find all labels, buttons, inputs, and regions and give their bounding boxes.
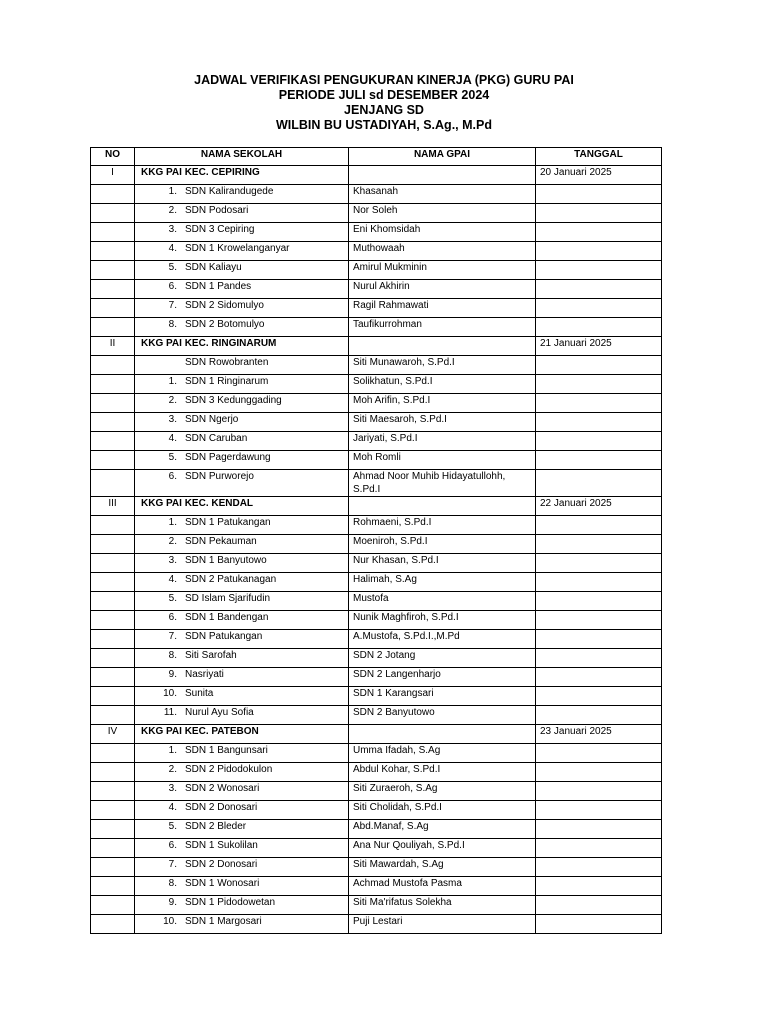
school-name: SDN 2 Patukanagan [185,574,277,585]
gpai-name: Nurul Akhirin [349,280,536,299]
row-no-cell [91,611,135,630]
school-cell [135,299,349,318]
row-number: 4. [168,802,177,813]
gpai-name: Puji Lestari [349,915,536,934]
school-cell [135,223,349,242]
school-cell [135,763,349,782]
table-row [91,516,662,535]
school-cell [135,744,349,763]
row-no-cell [91,782,135,801]
row-no-cell [91,185,135,204]
school-cell [135,687,349,706]
row-number: 2. [168,205,177,216]
school-name: SDN Purworejo [185,471,254,482]
school-cell [135,668,349,687]
gpai-name: Ahmad Noor Muhib Hidayatullohh, S.Pd.I [349,470,536,497]
row-date-cell [536,858,662,877]
group-row [91,337,662,356]
school-cell [135,356,349,375]
school-name: SDN 1 Ringinarum [185,376,269,387]
row-date-cell [536,299,662,318]
row-number: 1. [168,186,177,197]
row-no-cell [91,432,135,451]
title-line-2: PERIODE JULI sd DESEMBER 2024 [278,88,490,102]
row-no-cell [91,896,135,915]
group-row [91,725,662,744]
school-name: Sunita [185,688,214,699]
row-no-cell [91,801,135,820]
gpai-name: Eni Khomsidah [349,223,536,242]
row-number: 8. [168,878,177,889]
gpai-name: Rohmaeni, S.Pd.I [349,516,536,535]
table-row [91,592,662,611]
row-no-cell [91,394,135,413]
group-gpai-cell [349,337,536,356]
row-date-cell [536,535,662,554]
row-number: 1. [168,376,177,387]
school-cell [135,915,349,934]
school-name: SDN 1 Bangunsari [185,745,268,756]
row-no-cell [91,413,135,432]
row-number: 4. [168,243,177,254]
table-row [91,318,662,337]
group-date: 22 Januari 2025 [536,497,662,516]
row-date-cell [536,611,662,630]
school-name: Nurul Ayu Sofia [185,707,254,718]
row-no-cell [91,649,135,668]
gpai-name: Khasanah [349,185,536,204]
group-number: IV [91,725,135,744]
row-number: 6. [168,471,177,482]
gpai-name: Moeniroh, S.Pd.I [349,535,536,554]
school-name: SDN 1 Banyutowo [185,555,267,566]
school-cell [135,896,349,915]
row-no-cell [91,668,135,687]
row-no-cell [91,554,135,573]
table-row [91,535,662,554]
row-no-cell [91,280,135,299]
school-cell [135,413,349,432]
header-school: NAMA SEKOLAH [135,148,349,166]
row-date-cell [536,280,662,299]
row-date-cell [536,356,662,375]
row-date-cell [536,630,662,649]
row-no-cell [91,573,135,592]
row-date-cell [536,896,662,915]
row-date-cell [536,516,662,535]
school-name: SDN 1 Bandengan [185,612,269,623]
row-date-cell [536,668,662,687]
row-number: 3. [168,414,177,425]
gpai-name: Siti Ma'rifatus Solekha [349,896,536,915]
gpai-name: Amirul Mukminin [349,261,536,280]
group-gpai-cell [349,725,536,744]
row-number: 8. [168,650,177,661]
gpai-name: Taufikurrohman [349,318,536,337]
row-number: 2. [168,536,177,547]
table-row [91,763,662,782]
school-cell [135,394,349,413]
row-date-cell [536,915,662,934]
row-date-cell [536,801,662,820]
row-date-cell [536,375,662,394]
row-no-cell [91,630,135,649]
gpai-name: SDN 2 Banyutowo [349,706,536,725]
table-row [91,915,662,934]
gpai-name: Achmad Mustofa Pasma [349,877,536,896]
school-name: SDN 1 Margosari [185,916,262,927]
school-cell [135,318,349,337]
row-date-cell [536,223,662,242]
row-number: 3. [168,783,177,794]
school-cell [135,280,349,299]
row-no-cell [91,261,135,280]
table-row [91,839,662,858]
table-row [91,573,662,592]
gpai-name: SDN 2 Langenharjo [349,668,536,687]
gpai-name: A.Mustofa, S.Pd.I.,M.Pd [349,630,536,649]
school-cell [135,204,349,223]
school-name: SDN Pekauman [185,536,257,547]
row-number: 6. [168,281,177,292]
row-no-cell [91,706,135,725]
group-name: KKG PAI KEC. PATEBON [135,725,349,744]
row-no-cell [91,516,135,535]
gpai-name: Umma Ifadah, S.Ag [349,744,536,763]
row-number: 5. [168,593,177,604]
row-no-cell [91,763,135,782]
school-cell [135,839,349,858]
row-number: 5. [168,821,177,832]
row-number: 2. [168,395,177,406]
row-date-cell [536,204,662,223]
school-name: SDN 1 Pidodowetan [185,897,276,908]
row-date-cell [536,394,662,413]
table-header-row [91,148,662,166]
row-number: 5. [168,262,177,273]
gpai-name: SDN 1 Karangsari [349,687,536,706]
table-row [91,299,662,318]
row-date-cell [536,687,662,706]
school-cell [135,554,349,573]
group-gpai-cell [349,497,536,516]
school-name: SD Islam Sjarifudin [185,593,271,604]
row-date-cell [536,839,662,858]
row-no-cell [91,451,135,470]
row-number: 3. [168,555,177,566]
row-no-cell [91,820,135,839]
row-number: 10. [163,688,177,699]
gpai-name: Ana Nur Qouliyah, S.Pd.I [349,839,536,858]
title-line-4: WILBIN BU USTADIYAH, S.Ag., M.Pd [276,118,492,132]
schedule-table [90,147,662,934]
school-name: SDN 2 Pidodokulon [185,764,273,775]
row-number: 9. [168,897,177,908]
row-number: 9. [168,669,177,680]
school-name: SDN 1 Pandes [185,281,252,292]
table-row [91,554,662,573]
school-name: SDN Podosari [185,205,249,216]
table-row [91,280,662,299]
gpai-name: Siti Munawaroh, S.Pd.I [349,356,536,375]
table-row [91,896,662,915]
group-date: 20 Januari 2025 [536,166,662,185]
row-date-cell [536,261,662,280]
row-no-cell [91,915,135,934]
school-cell [135,592,349,611]
school-name: SDN Patukangan [185,631,263,642]
table-row [91,432,662,451]
header-date: TANGGAL [536,148,662,166]
school-cell [135,782,349,801]
table-row [91,801,662,820]
row-date-cell [536,554,662,573]
row-no-cell [91,858,135,877]
row-date-cell [536,877,662,896]
title-line-3: JENJANG SD [344,103,424,117]
school-name: SDN Ngerjo [185,414,239,425]
document-title [0,73,768,133]
row-number: 11. [163,707,177,718]
table-row [91,204,662,223]
title-line-1: JADWAL VERIFIKASI PENGUKURAN KINERJA (PKG) GURU PAI [194,73,574,87]
school-cell [135,535,349,554]
school-cell [135,185,349,204]
school-name: Siti Sarofah [185,650,237,661]
table-row [91,782,662,801]
table-row [91,242,662,261]
group-date: 23 Januari 2025 [536,725,662,744]
row-number: 4. [168,574,177,585]
gpai-name: SDN 2 Jotang [349,649,536,668]
school-cell [135,432,349,451]
school-cell [135,451,349,470]
row-number: 3. [168,224,177,235]
table-row [91,706,662,725]
gpai-name: Nor Soleh [349,204,536,223]
table-row [91,470,662,497]
row-date-cell [536,413,662,432]
gpai-name: Moh Arifin, S.Pd.I [349,394,536,413]
row-no-cell [91,356,135,375]
row-date-cell [536,744,662,763]
school-cell [135,630,349,649]
school-name: SDN Caruban [185,433,248,444]
school-cell [135,801,349,820]
row-number: 1. [168,745,177,756]
row-date-cell [536,185,662,204]
school-cell [135,516,349,535]
row-date-cell [536,782,662,801]
table-row [91,668,662,687]
row-number: 4. [168,433,177,444]
school-name: SDN 3 Kedunggading [185,395,282,406]
table-row [91,261,662,280]
row-date-cell [536,592,662,611]
school-name: SDN Kalirandugede [185,186,274,197]
gpai-name: Muthowaah [349,242,536,261]
school-cell [135,820,349,839]
gpai-name: Nunik Maghfiroh, S.Pd.I [349,611,536,630]
row-date-cell [536,706,662,725]
group-gpai-cell [349,166,536,185]
school-cell [135,611,349,630]
school-name: SDN Kaliayu [185,262,242,273]
gpai-name: Siti Zuraeroh, S.Ag [349,782,536,801]
row-no-cell [91,375,135,394]
row-no-cell [91,318,135,337]
row-date-cell [536,573,662,592]
school-cell [135,470,349,497]
school-cell [135,877,349,896]
table-row [91,820,662,839]
row-date-cell [536,763,662,782]
row-date-cell [536,470,662,497]
school-name: SDN 1 Sukolilan [185,840,258,851]
school-name: SDN Rowobranten [185,357,269,368]
gpai-name: Moh Romli [349,451,536,470]
row-no-cell [91,592,135,611]
group-date: 21 Januari 2025 [536,337,662,356]
table-row [91,413,662,432]
gpai-name: Siti Cholidah, S.Pd.I [349,801,536,820]
school-cell [135,261,349,280]
row-number: 2. [168,764,177,775]
header-no: NO [91,148,135,166]
group-name: KKG PAI KEC. RINGINARUM [135,337,349,356]
gpai-name: Mustofa [349,592,536,611]
school-name: SDN 3 Cepiring [185,224,255,235]
row-number: 7. [168,631,177,642]
school-name: SDN 1 Krowelanganyar [185,243,290,254]
row-date-cell [536,649,662,668]
school-cell [135,706,349,725]
row-no-cell [91,204,135,223]
row-no-cell [91,299,135,318]
table-row [91,375,662,394]
school-name: SDN 2 Donosari [185,859,258,870]
gpai-name: Ragil Rahmawati [349,299,536,318]
gpai-name: Siti Maesaroh, S.Pd.I [349,413,536,432]
school-cell [135,375,349,394]
row-number: 6. [168,840,177,851]
table-row [91,611,662,630]
row-no-cell [91,839,135,858]
school-name: SDN 2 Wonosari [185,783,260,794]
table-row [91,394,662,413]
table-row [91,687,662,706]
row-number: 5. [168,452,177,463]
row-no-cell [91,242,135,261]
gpai-name: Siti Mawardah, S.Ag [349,858,536,877]
row-no-cell [91,687,135,706]
school-cell [135,573,349,592]
school-name: SDN 2 Donosari [185,802,258,813]
gpai-name: Abdul Kohar, S.Pd.I [349,763,536,782]
row-date-cell [536,451,662,470]
group-name: KKG PAI KEC. KENDAL [135,497,349,516]
row-number: 1. [168,517,177,528]
row-no-cell [91,744,135,763]
school-cell [135,242,349,261]
table-row [91,185,662,204]
row-number: 7. [168,859,177,870]
group-number: III [91,497,135,516]
row-number: 7. [168,300,177,311]
row-number: 8. [168,319,177,330]
row-date-cell [536,318,662,337]
school-name: Nasriyati [185,669,224,680]
school-cell [135,858,349,877]
table-row [91,451,662,470]
table-row [91,858,662,877]
table-row [91,744,662,763]
gpai-name: Halimah, S.Ag [349,573,536,592]
table-row [91,223,662,242]
table-row [91,630,662,649]
gpai-name: Abd.Manaf, S.Ag [349,820,536,839]
row-date-cell [536,242,662,261]
gpai-name: Solikhatun, S.Pd.I [349,375,536,394]
row-no-cell [91,470,135,497]
table-row [91,877,662,896]
row-no-cell [91,223,135,242]
school-name: SDN 1 Wonosari [185,878,260,889]
header-gpai: NAMA GPAI [349,148,536,166]
group-row [91,166,662,185]
school-name: SDN 2 Botomulyo [185,319,265,330]
group-number: I [91,166,135,185]
group-name: KKG PAI KEC. CEPIRING [135,166,349,185]
table-row [91,356,662,375]
row-no-cell [91,877,135,896]
table-body [91,166,662,934]
school-name: SDN 2 Sidomulyo [185,300,264,311]
group-row [91,497,662,516]
row-no-cell [91,535,135,554]
row-date-cell [536,432,662,451]
gpai-name: Nur Khasan, S.Pd.I [349,554,536,573]
row-number: 6. [168,612,177,623]
school-name: SDN 2 Bleder [185,821,247,832]
table-row [91,649,662,668]
gpai-name: Jariyati, S.Pd.I [349,432,536,451]
row-number: 10. [163,916,177,927]
school-name: SDN 1 Patukangan [185,517,271,528]
group-number: II [91,337,135,356]
row-date-cell [536,820,662,839]
school-cell [135,649,349,668]
school-name: SDN Pagerdawung [185,452,271,463]
